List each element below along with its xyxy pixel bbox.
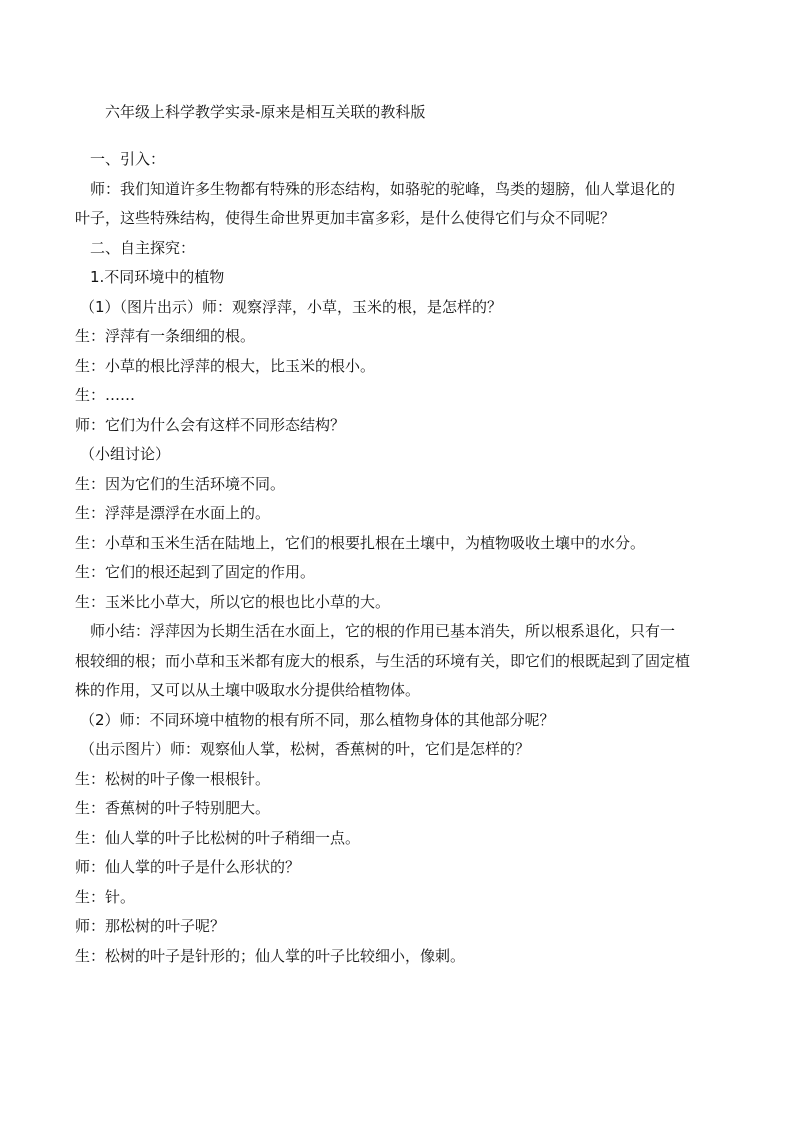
- document-title: 六年级上科学教学实录-原来是相互关联的教科版: [105, 103, 426, 121]
- document-body: [75, 145, 725, 971]
- paragraph-line: 生：针。: [75, 887, 136, 906]
- section-heading-introduction: 一、引入：: [90, 150, 166, 168]
- paragraph-line: 师：它们为什么会有这样不同形态结构？: [75, 415, 346, 434]
- paragraph-line: 生：浮萍是漂浮在水面上的。: [75, 504, 271, 522]
- paragraph-line: 生：松树的叶子像一根根针。: [75, 769, 271, 788]
- paragraph-line: 生：浮萍有一条细细的根。: [75, 327, 256, 345]
- paragraph-line: 生：因为它们的生活环境不同。: [75, 474, 286, 493]
- paragraph-line: 师：仙人掌的叶子是什么形状的？: [75, 858, 301, 876]
- paragraph-line: 生：……: [75, 386, 136, 404]
- paragraph-line: 师：那松树的叶子呢？: [75, 917, 226, 935]
- paragraph-line: 株的作用，又可以从土壤中吸取水分提供给植物体。: [75, 681, 421, 699]
- paragraph-line: 师小结：浮萍因为长期生活在水面上，它的根的作用已基本消失，所以根系退化，只有一: [90, 622, 676, 640]
- paragraph-line: 生：它们的根还起到了固定的作用。: [75, 563, 316, 581]
- paragraph-line: 生：松树的叶子是针形的；仙人掌的叶子比较细小，像刺。: [75, 946, 466, 965]
- paragraph-line: 生：香蕉树的叶子特别肥大。: [75, 799, 271, 817]
- paragraph-line: （2）师：不同环境中植物的根有所不同，那么植物身体的其他部分呢？: [80, 710, 555, 729]
- paragraph-line: 生：玉米比小草大，所以它的根也比小草的大。: [75, 592, 391, 611]
- subsection-heading: 1.不同环境中的植物: [90, 268, 225, 286]
- paragraph-line: （1）（图片出示）师：观察浮萍，小草，玉米的根，是怎样的？: [80, 297, 503, 316]
- paragraph-line: （出示图片）师：观察仙人掌，松树，香蕉树的叶，它们是怎样的？: [80, 740, 531, 758]
- paragraph-line: 生：小草和玉米生活在陆地上，它们的根要扎根在土壤中，为植物吸收土壤中的水分。: [75, 533, 646, 552]
- section-heading-exploration: 二、自主探究：: [90, 238, 196, 257]
- paragraph-line: （小组讨论）: [80, 445, 171, 463]
- paragraph-line: 叶子，这些特殊结构，使得生命世界更加丰富多彩，是什么使得它们与众不同呢？: [75, 209, 616, 227]
- paragraph-line: 师：我们知道许多生物都有特殊的形态结构，如骆驼的驼峰，鸟类的翅膀，仙人掌退化的: [90, 179, 676, 198]
- paragraph-line: 生：小草的根比浮萍的根大，比玉米的根小。: [75, 356, 376, 375]
- paragraph-line: 根较细的根；而小草和玉米都有庞大的根系，与生活的环境有关，即它们的根既起到了固定植: [75, 651, 691, 670]
- paragraph-line: 生：仙人掌的叶子比松树的叶子稍细一点。: [75, 828, 361, 847]
